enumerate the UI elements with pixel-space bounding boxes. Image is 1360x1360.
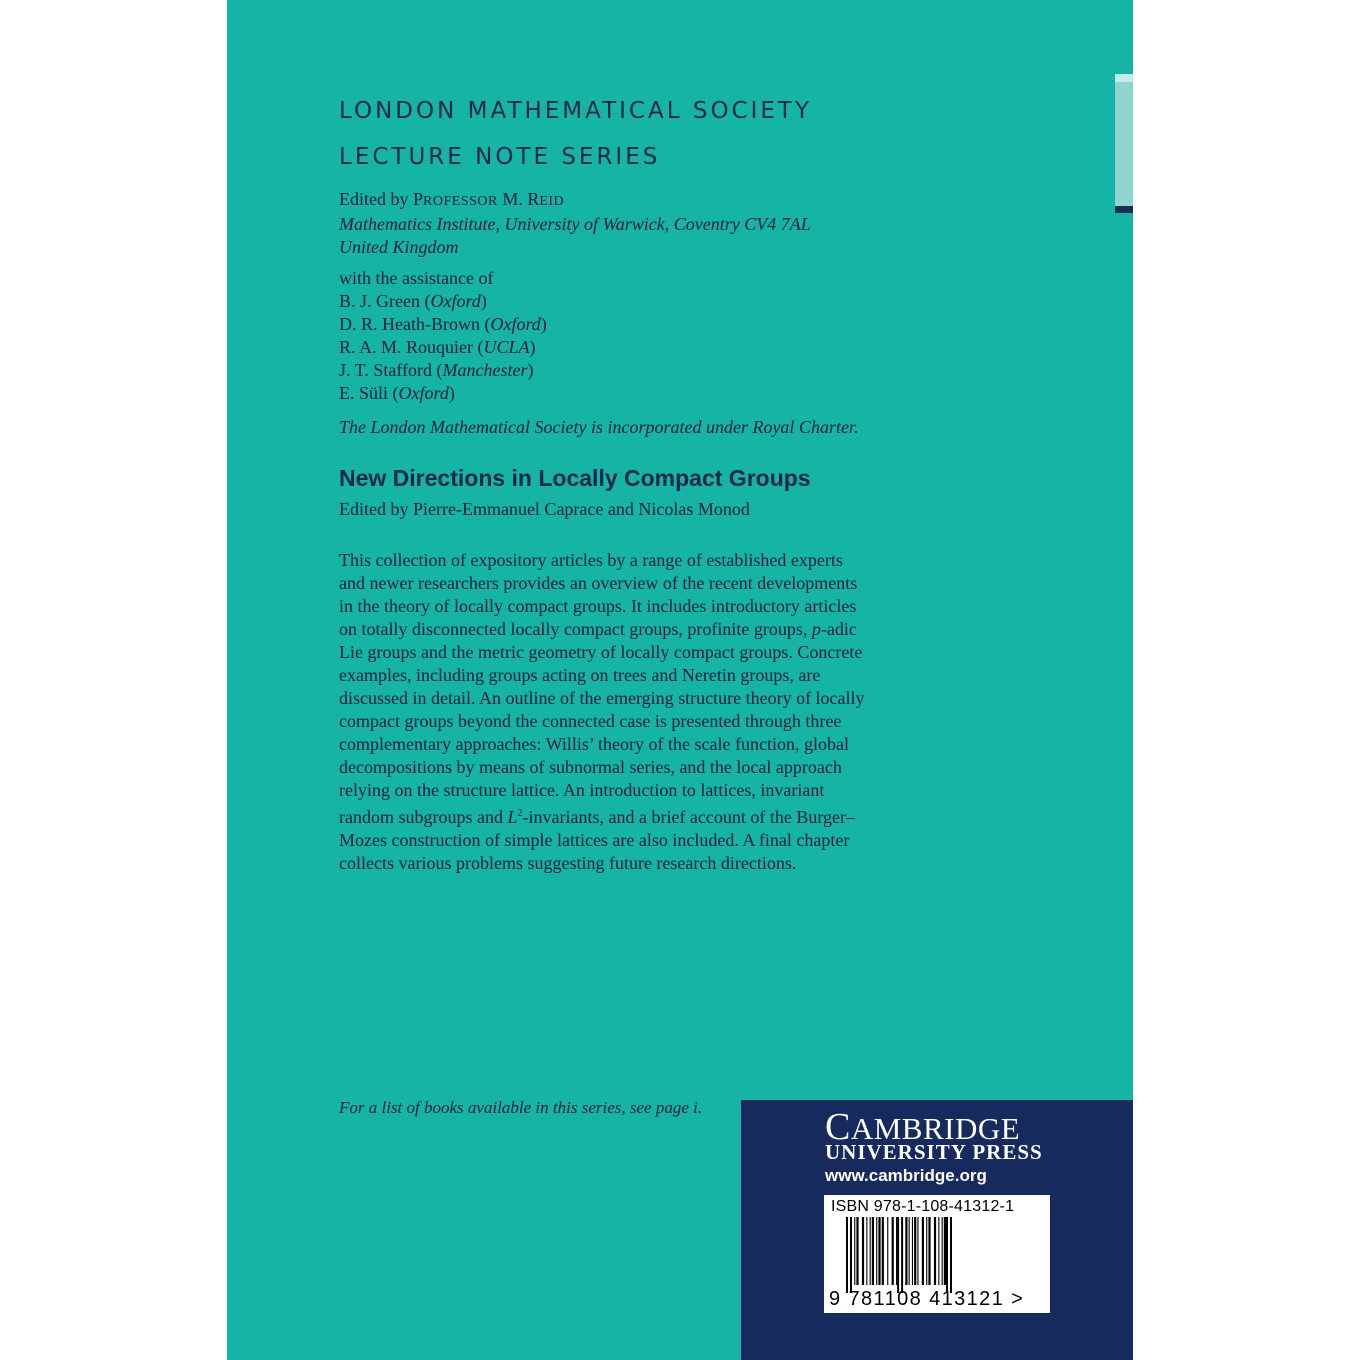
description-line: This collection of expository articles by a range of established experts — [339, 550, 843, 570]
book-title: New Directions in Locally Compact Groups — [339, 465, 811, 491]
editor-affiliation-line2: United Kingdom — [339, 237, 459, 257]
editor-prefix: Edited by — [339, 189, 413, 209]
spine-tab-light — [1115, 74, 1133, 206]
description-line: compact groups beyond the connected case is presented through three — [339, 711, 842, 731]
series-list-note: For a list of books available in this series, see page i. — [339, 1098, 703, 1117]
editor-initial: M. R — [497, 189, 540, 209]
assistant-name: B. J. Green (Oxford) — [339, 291, 487, 311]
editor-line — [339, 188, 811, 213]
description-line: random subgroups and $L^2$-invariants, and a brief account of the Burger– — [339, 807, 856, 827]
description-line: Mozes construction of simple lattices are also included. A final chapter — [339, 830, 850, 850]
barcode-icon — [846, 1217, 1044, 1293]
editor-title-rest: ROFESSOR — [423, 194, 498, 209]
series-title-line2: LECTURE NOTE SERIES — [339, 144, 661, 170]
description-line: complementary approaches: Willis’ theory of the scale function, global — [339, 734, 849, 754]
barcode-digits: 9 781108 413121 > — [829, 1288, 1025, 1310]
spine-tab-dark — [1115, 206, 1133, 213]
publisher-url: www.cambridge.org — [825, 1166, 987, 1185]
description-line: on totally disconnected locally compact groups, profinite groups, p-adic — [339, 619, 857, 639]
description-line: decompositions by means of subnormal series, and the local approach — [339, 757, 842, 777]
assistance-block — [339, 267, 547, 405]
assistant-name: R. A. M. Rouquier (UCLA) — [339, 337, 536, 357]
description-line: relying on the structure lattice. An introduction to lattices, invariant — [339, 780, 825, 800]
book-editors: Edited by Pierre-Emmanuel Caprace and Nicolas Monod — [339, 499, 750, 519]
description-line: and newer researchers provides an overview of the recent developments — [339, 573, 858, 593]
assistance-intro: with the assistance of — [339, 268, 494, 288]
publisher-logo-press: UNIVERSITY PRESS — [825, 1140, 1043, 1164]
description-line: examples, including groups acting on trees and Neretin groups, are — [339, 665, 821, 685]
assistant-name: E. Süli (Oxford) — [339, 383, 455, 403]
description-line: collects various problems suggesting future research directions. — [339, 853, 797, 873]
description-line: discussed in detail. An outline of the emerging structure theory of locally — [339, 688, 865, 708]
description-line: Lie groups and the metric geometry of locally compact groups. Concrete — [339, 642, 863, 662]
isbn-text: ISBN 978-1-108-41312-1 — [831, 1198, 1015, 1215]
publisher-logo-name: CAMBRIDGE — [825, 1106, 1021, 1148]
editor-affiliation-line1: Mathematics Institute, University of Warwick, Coventry CV4 7AL — [339, 214, 811, 234]
editor-title-initial: P — [413, 189, 424, 209]
description-line: in the theory of locally compact groups. It includes introductory articles — [339, 596, 857, 616]
editor-block — [339, 188, 811, 259]
charter-note: The London Mathematical Society is incorporated under Royal Charter. — [339, 417, 859, 437]
assistant-name: D. R. Heath-Brown (Oxford) — [339, 314, 547, 334]
spine-tab-highlight — [1115, 74, 1133, 82]
series-title-line1: LONDON MATHEMATICAL SOCIETY — [339, 98, 813, 124]
editor-surname-rest: EID — [539, 194, 565, 209]
assistant-name: J. T. Stafford (Manchester) — [339, 360, 534, 380]
book-description — [339, 549, 939, 875]
